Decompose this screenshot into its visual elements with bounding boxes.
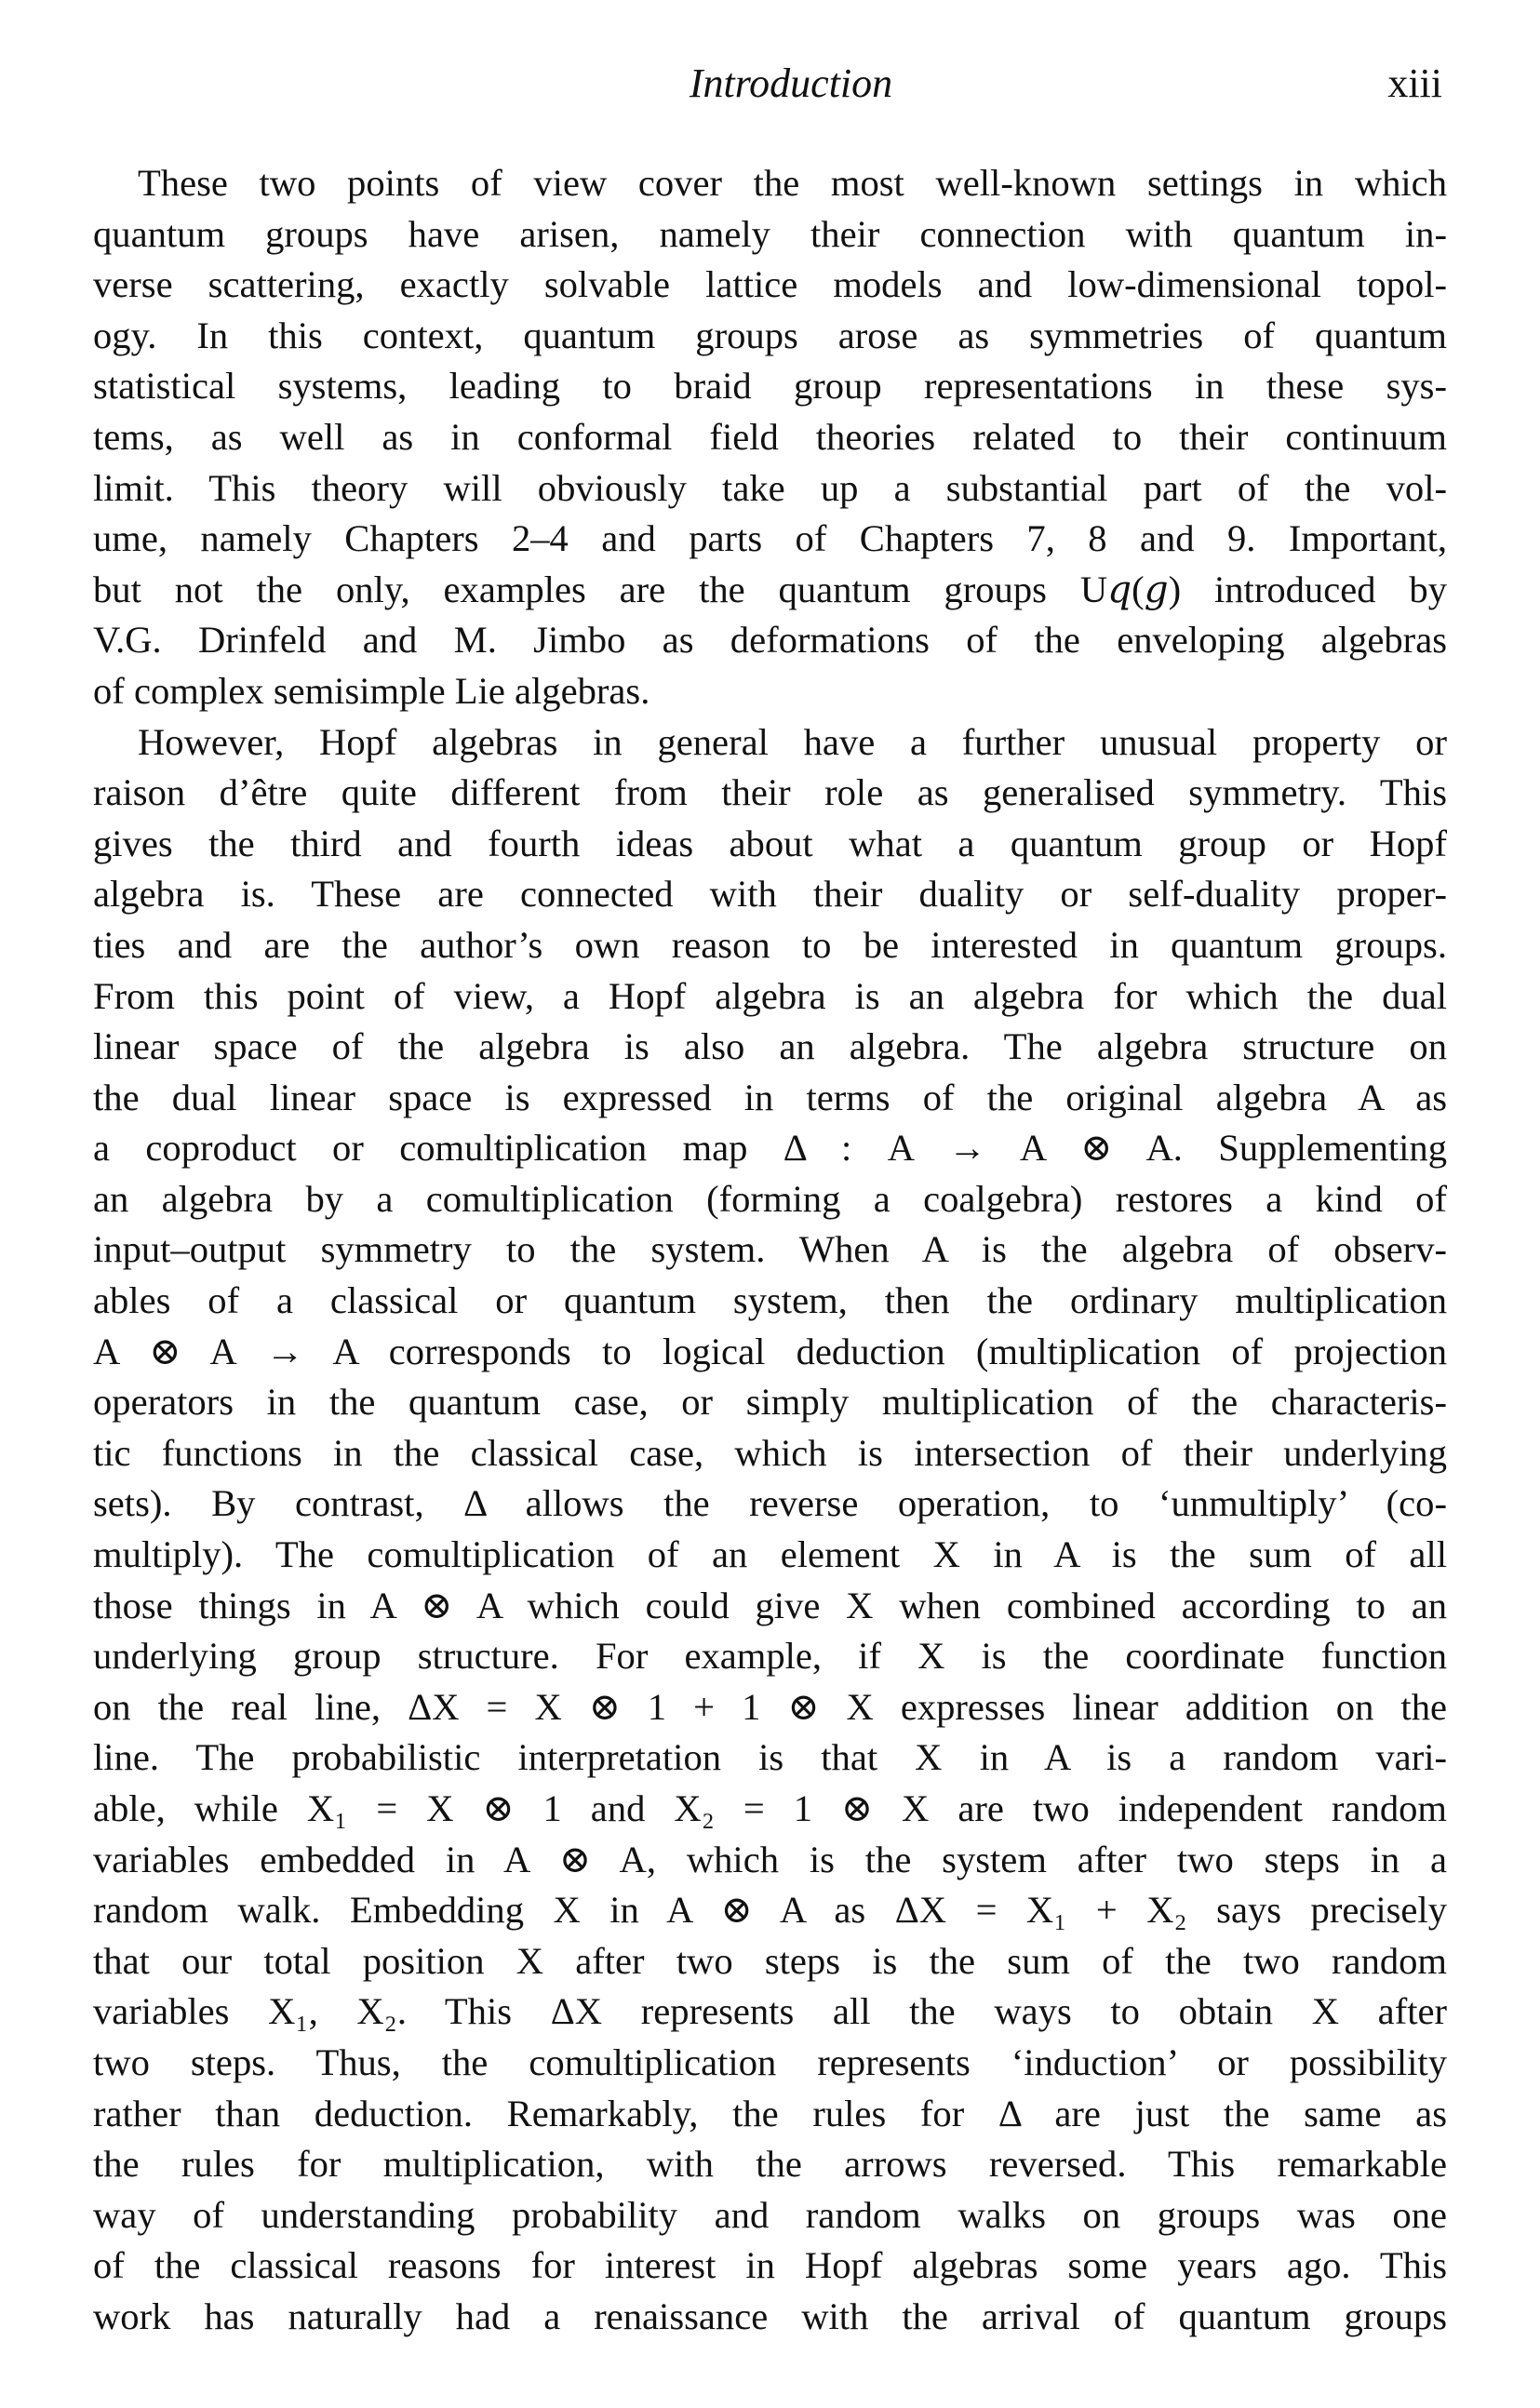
text-line: verse scattering, exactly solvable lattice models and low-dimensional topol- xyxy=(93,263,1447,306)
text-line: ume, namely Chapters 2–4 and parts of Chapters 7, 8 and 9. Important, xyxy=(93,517,1447,560)
text-line: those things in A ⊗ A which could give X when combined according to an xyxy=(93,1584,1447,1626)
text-line: algebra is. These are connected with their duality or self-duality proper- xyxy=(93,873,1447,916)
text-line: limit. This theory will obviously take up a substantial part of the vol- xyxy=(93,466,1447,509)
text-line: ogy. In this context, quantum groups arose as symmetries of quantum xyxy=(93,314,1447,356)
text-line: gives the third and fourth ideas about what a quantum group or Hopf xyxy=(93,822,1447,864)
text-line: quantum groups have arisen, namely their connection with quantum in- xyxy=(93,212,1447,255)
text-line: operators in the quantum case, or simply multiplication of the characteris- xyxy=(93,1381,1447,1424)
text-line: the dual linear space is expressed in terms of the original algebra A as xyxy=(93,1076,1447,1118)
text-line: that our total position X after two steps is the sum of the two random xyxy=(93,1939,1447,1982)
text-line: work has naturally had a renaissance with the arrival of quantum groups xyxy=(93,2294,1447,2337)
text-line: input–output symmetry to the system. When A is the algebra of observ- xyxy=(93,1228,1447,1271)
text-line: rather than deduction. Remarkably, the rules for Δ are just the same as xyxy=(93,2092,1447,2134)
paragraph xyxy=(93,158,1447,717)
text-line: ties and are the author’s own reason to be interested in quantum groups. xyxy=(93,923,1447,966)
text-line: underlying group structure. For example, if X is the coordinate function xyxy=(93,1635,1447,1678)
text-line: on the real line, ΔX = X ⊗ 1 + 1 ⊗ X expresses linear addition on the xyxy=(93,1685,1447,1728)
running-head xyxy=(140,56,1442,112)
text-line: multiply). The comultiplication of an element X in A is the sum of all xyxy=(93,1533,1447,1576)
text-line: sets). By contrast, Δ allows the reverse operation, to ‘unmultiply’ (co- xyxy=(93,1482,1447,1525)
text-line: tems, as well as in conformal field theories related to their continuum xyxy=(93,415,1447,458)
text-line: line. The probabilistic interpretation is that X in A is a random vari- xyxy=(93,1736,1447,1779)
text-line: ables of a classical or quantum system, then the ordinary multiplication xyxy=(93,1279,1447,1322)
text-line: However, Hopf algebras in general have a further unusual property or xyxy=(138,720,1447,763)
text-line: way of understanding probability and random walks on groups was one xyxy=(93,2193,1447,2236)
text-line: two steps. Thus, the comultiplication represents ‘induction’ or possibility xyxy=(93,2040,1447,2083)
text-line: of complex semisimple Lie algebras. xyxy=(93,669,650,712)
text-line: variables X₁, X₂. This ΔX represents all the ways to obtain X after xyxy=(93,1990,1447,2033)
running-head-title: Introduction xyxy=(689,60,893,106)
text-line: the rules for multiplication, with the arrows reversed. This remarkable xyxy=(93,2143,1447,2186)
text-line: a coproduct or comultiplication map Δ : A → A ⊗ A. Supplementing xyxy=(93,1127,1447,1170)
text-line: tic functions in the classical case, which is intersection of their underlying xyxy=(93,1431,1447,1474)
paragraph xyxy=(93,717,1447,2343)
text-line: random walk. Embedding X in A ⊗ A as ΔX = X₁ + X₂ says precisely xyxy=(93,1889,1447,1932)
page-number: xiii xyxy=(1387,60,1442,106)
text-line: A ⊗ A → A corresponds to logical deduction (multiplication of projection xyxy=(93,1330,1447,1372)
text-line: variables embedded in A ⊗ A, which is the system after two steps in a xyxy=(93,1838,1447,1880)
text-line: able, while X₁ = X ⊗ 1 and X₂ = 1 ⊗ X are two independent random xyxy=(93,1787,1447,1829)
body-text xyxy=(93,158,1447,2343)
text-line: From this point of view, a Hopf algebra is an algebra for which the dual xyxy=(93,974,1447,1017)
text-line: These two points of view cover the most well-known settings in which xyxy=(138,162,1447,204)
text-line: statistical systems, leading to braid group representations in these sys- xyxy=(93,365,1447,408)
text-line: raison d’être quite different from their role as generalised symmetry. This xyxy=(93,771,1447,814)
text-line: V.G. Drinfeld and M. Jimbo as deformations of the enveloping algebras xyxy=(93,619,1447,662)
text-line: an algebra by a comultiplication (forming a coalgebra) restores a kind of xyxy=(93,1177,1447,1220)
text-line: linear space of the algebra is also an algebra. The algebra structure on xyxy=(93,1025,1447,1068)
text-line: of the classical reasons for interest in Hopf algebras some years ago. This xyxy=(93,2244,1447,2287)
text-line: but not the only, examples are the quantum groups U𝑞(𝑔) introduced by xyxy=(93,568,1447,610)
